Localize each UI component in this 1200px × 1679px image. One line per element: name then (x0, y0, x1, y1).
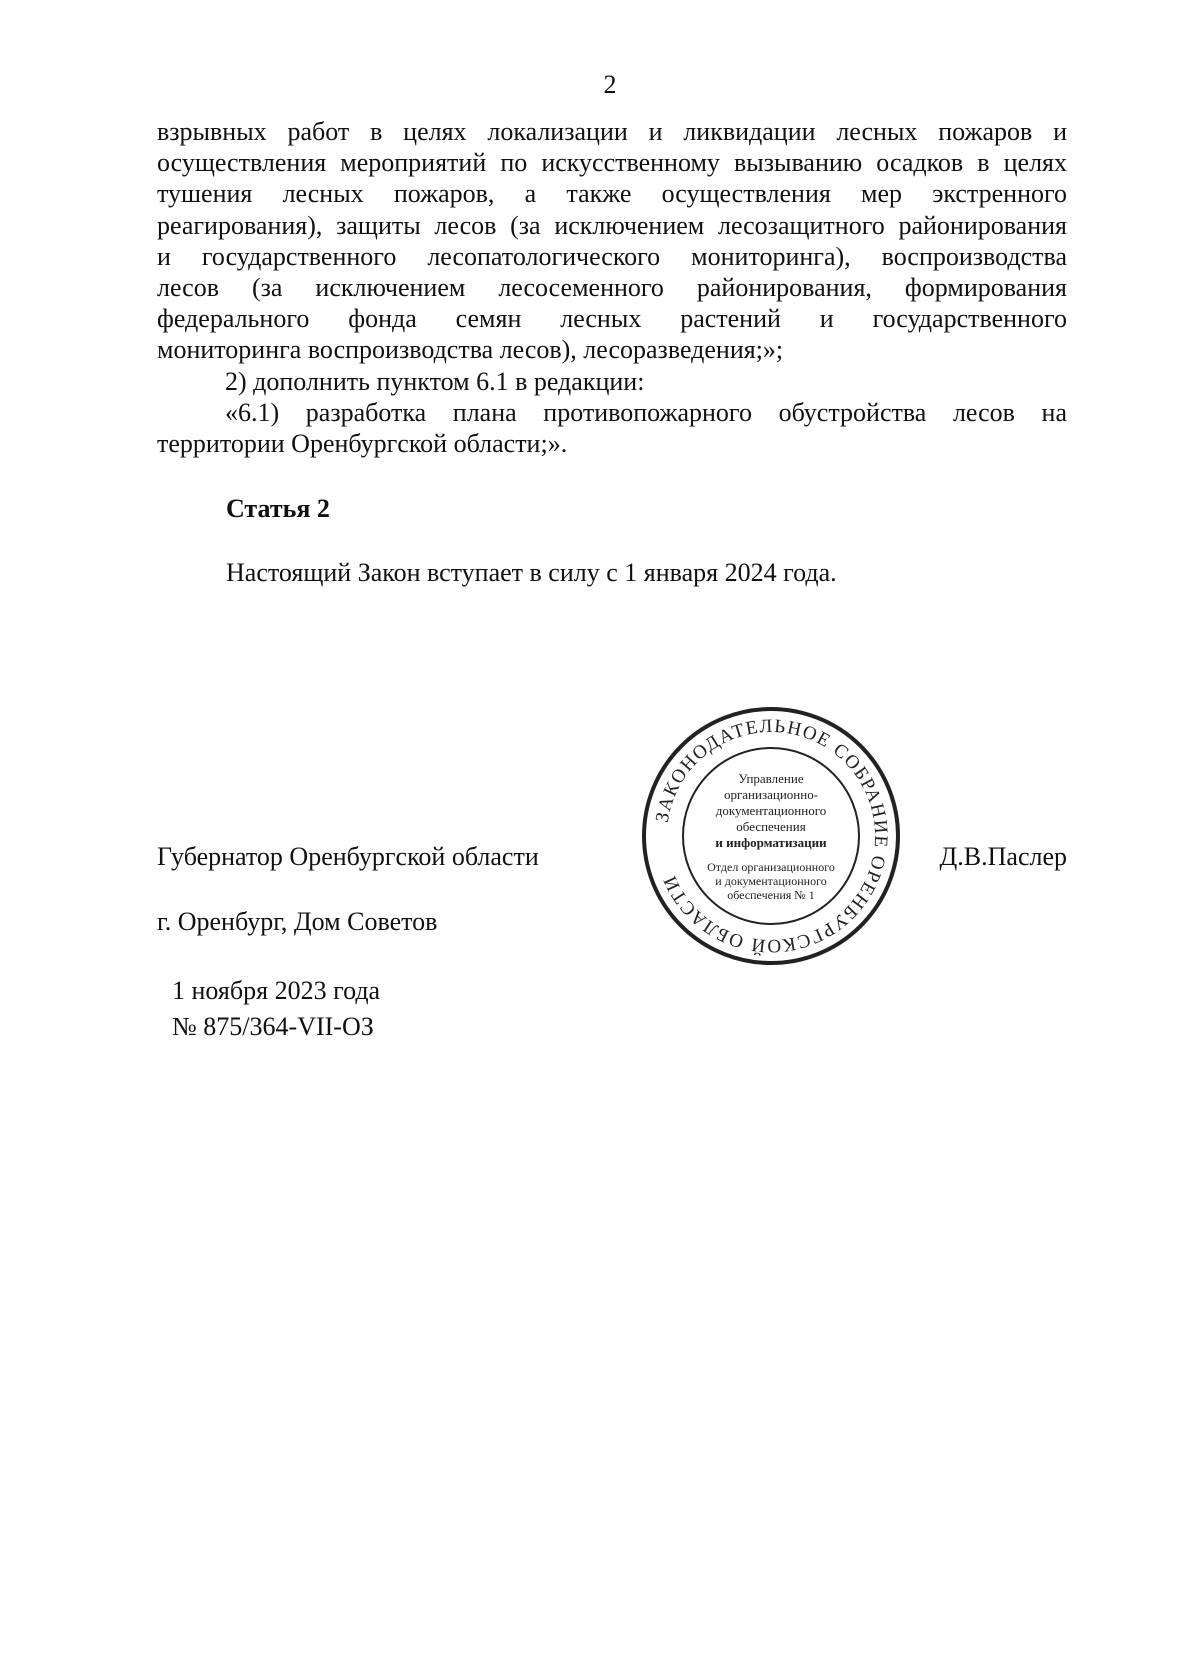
law-number: № 875/364-VII-ОЗ (172, 1012, 374, 1041)
body-line: реагирования), защиты лесов (за исключением лесозащитного районирования (157, 210, 1067, 240)
body-line: взрывных работ в целях локализации и ликвидации лесных пожаров и (157, 117, 1067, 146)
signer-title: Губернатор Оренбургской области (157, 842, 539, 871)
stamp-seal (640, 705, 902, 967)
stamp-dept-line: Отдел организационного (707, 860, 835, 874)
signing-place: г. Оренбург, Дом Советов (157, 907, 438, 936)
stamp-dept-line: обеспечения № 1 (727, 888, 815, 902)
signing-date: 1 ноября 2023 года (172, 976, 381, 1005)
article-heading: Статья 2 (226, 494, 330, 523)
stamp-dept-line: и документационного (715, 874, 827, 888)
amendment-item-2: 2) дополнить пунктом 6.1 в редакции: (225, 366, 645, 396)
official-stamp (640, 705, 902, 967)
signer-name: Д.В.Паслер (939, 842, 1067, 871)
stamp-inner-line: документационного (715, 803, 827, 818)
stamp-inner-line: Управление (738, 771, 804, 786)
document-body (157, 116, 1067, 459)
amendment-item-6-1-continued: территории Оренбургской области;». (157, 429, 568, 459)
body-line: мониторинга воспроизводства лесов), лесоразведения;»; (157, 335, 784, 365)
body-line: тушения лесных пожаров, а также осуществления мер экстренного (157, 179, 1067, 209)
amendment-item-6-1: «6.1) разработка плана противопожарного обустройства лесов на (225, 397, 1067, 427)
stamp-inner-line: и информатизации (715, 835, 827, 850)
stamp-ring-textpath: ЗАКОНОДАТЕЛЬНОЕ СОБРАНИЕ ОРЕНБУРГСКОЙ ОБЛАСТИ (651, 715, 892, 957)
stamp-inner-line: обеспечения (736, 819, 806, 834)
article-text: Настоящий Закон вступает в силу с 1 января 2024 года. (226, 558, 837, 587)
body-line: осуществления мероприятий по искусственному вызыванию осадков в целях (157, 148, 1067, 178)
page-number: 2 (603, 70, 617, 99)
body-line: лесов (за исключением лесосеменного районирования, формирования (157, 273, 1067, 303)
stamp-inner-line: организационно- (723, 787, 819, 802)
body-line: федерального фонда семян лесных растений и государственного (157, 304, 1067, 334)
body-line: и государственного лесопатологического мониторинга), воспроизводства (157, 241, 1067, 271)
